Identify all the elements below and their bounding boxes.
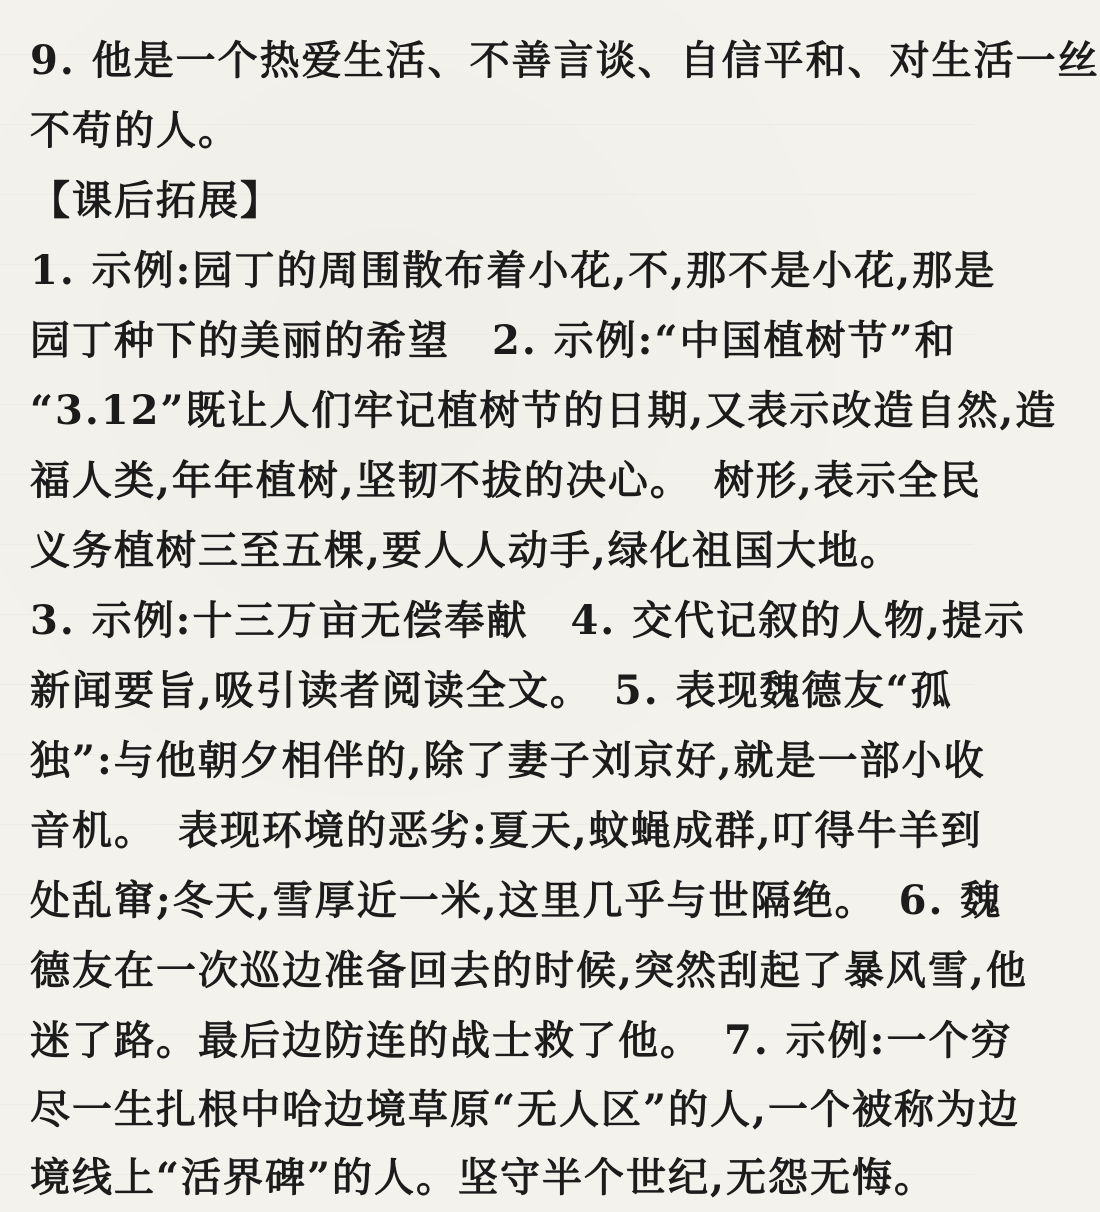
text-line: 尽一生扎根中哈边境草原“无人区”的人,一个被称为边 — [30, 1086, 1020, 1133]
text-line: 德友在一次巡边准备回去的时候,突然刮起了暴风雪,他 — [30, 947, 1028, 994]
text-line: 9. 他是一个热爱生活、不善言谈、自信平和、对生活一丝 — [30, 37, 1100, 84]
text-line: 园丁种下的美丽的希望 2. 示例:“中国植树节”和 — [30, 317, 957, 364]
text-line: 不苟的人。 — [30, 107, 240, 154]
text-line: 迷了路。最后边防连的战士救了他。 7. 示例:一个穷 — [30, 1017, 1013, 1064]
text-line: 新闻要旨,吸引读者阅读全文。 5. 表现魏德友“孤 — [30, 667, 953, 714]
text-line: 境线上“活界碑”的人。坚守半个世纪,无怨无悔。 — [30, 1154, 936, 1201]
text-line: 音机。 表现环境的恶劣:夏天,蚊蝇成群,叮得牛羊到 — [30, 807, 983, 854]
text-line: 独”:与他朝夕相伴的,除了妻子刘京好,就是一部小收 — [30, 737, 986, 784]
text-line: 3. 示例:十三万亩无偿奉献 4. 交代记叙的人物,提示 — [30, 597, 1027, 644]
text-line: 义务植树三至五棵,要人人动手,绿化祖国大地。 — [30, 527, 902, 574]
section-heading: 【课后拓展】 — [30, 177, 282, 224]
text-line: 处乱窜;冬天,雪厚近一米,这里几乎与世隔绝。 6. 魏 — [30, 877, 1003, 924]
text-line: 1. 示例:园丁的周围散布着小花,不,那不是小花,那是 — [30, 247, 997, 294]
text-line: 福人类,年年植树,坚韧不拔的决心。 树形,表示全民 — [30, 457, 982, 504]
text-line: “3.12”既让人们牢记植树节的日期,又表示改造自然,造 — [30, 387, 1058, 434]
